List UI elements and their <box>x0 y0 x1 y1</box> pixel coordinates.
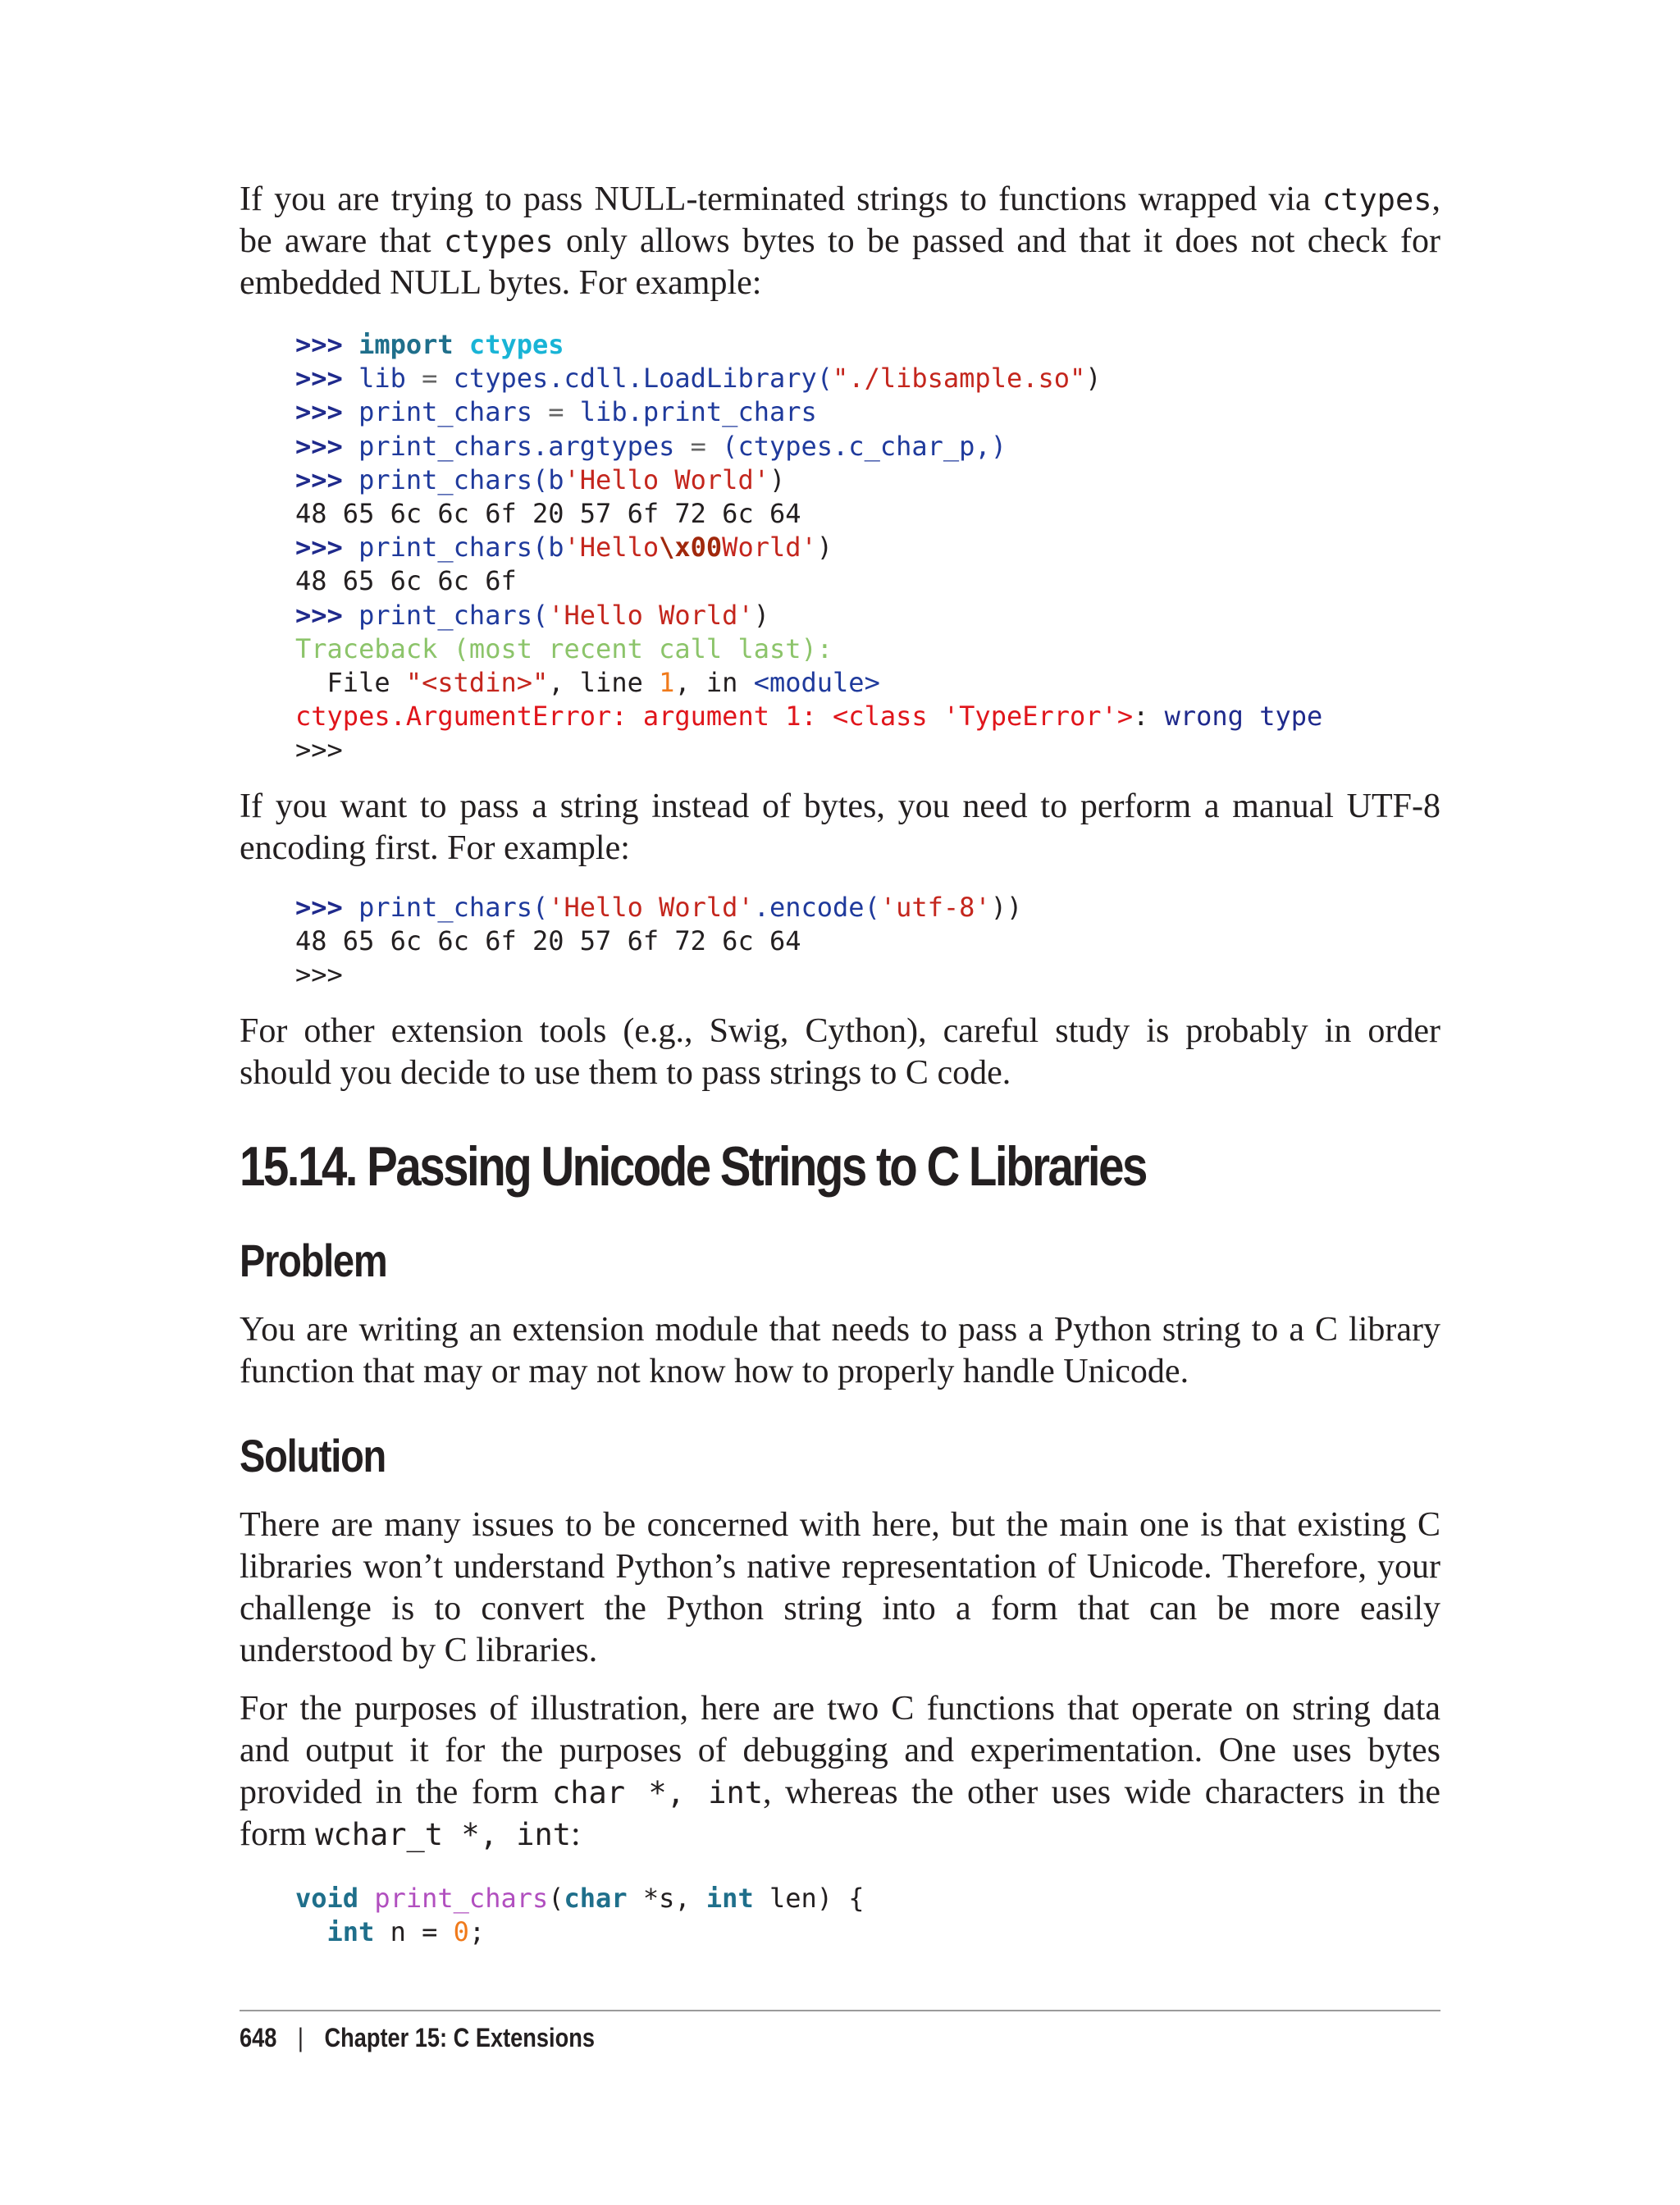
code-line: >>> import ctypes <box>295 329 564 360</box>
footer-divider <box>240 2010 1440 2011</box>
code-line: >>> print_chars('Hello World'.encode('utf-8')) <box>295 892 1023 923</box>
problem-paragraph: You are writing an extension module that needs to pass a Python string to a C library function that may or may not know how to properly handle Unicode. <box>240 1311 1440 1390</box>
inline-code-ctypes: ctypes <box>1322 182 1432 217</box>
code-line: int n = 0; <box>326 1916 486 1948</box>
code-line: >>> print_chars('Hello World') <box>295 599 769 631</box>
section-title: 15.14. Passing Unicode Strings to C Libraries <box>240 1135 1146 1198</box>
page-number: 648 <box>240 2023 277 2052</box>
code-line: >>> lib = ctypes.cdll.LoadLibrary("./libsample.so") <box>295 363 1102 395</box>
code-output-line: 48 65 6c 6c 6f <box>295 565 517 597</box>
extension-tools-paragraph: For other extension tools (e.g., Swig, Cython), careful study is probably in order should you decide to use them to pass strings to C code. <box>240 1012 1440 1092</box>
traceback-file-line: File "<stdin>", line 1, in <module> <box>295 666 880 698</box>
chapter-title: Chapter 15: C Extensions <box>324 2023 595 2052</box>
code-output-line: 48 65 6c 6c 6f 20 57 6f 72 6c 64 <box>295 497 801 529</box>
problem-heading: Problem <box>240 1235 387 1286</box>
code-line: >>> print_chars(b'Hello World') <box>295 463 786 495</box>
code-line: >>> print_chars.argtypes = (ctypes.c_char_p,) <box>295 430 1007 462</box>
error-line: ctypes.ArgumentError: argument 1: <class 'TypeError'>: wrong type <box>295 701 1323 733</box>
code-output-line: 48 65 6c 6c 6f 20 57 6f 72 6c 64 <box>295 925 801 957</box>
traceback-line: Traceback (most recent call last): <box>295 632 833 664</box>
page-footer <box>240 2021 595 2054</box>
solution-paragraph-2: For the purposes of illustration, here are two C functions that operate on string data and output it for the purposes of debugging and experimentation. One uses bytes provided in the form char *, int, whereas the other uses wide characters in the form wchar_t *, int: <box>240 1690 1440 1853</box>
inline-code-char-int: char *, int <box>551 1775 764 1810</box>
code-line: void print_chars(char *s, int len) { <box>295 1883 865 1914</box>
footer-separator: | <box>297 2023 304 2052</box>
intro-paragraph <box>240 179 1440 304</box>
code-block-c-function <box>240 1882 1496 1949</box>
intro-text-b: , be aware that <box>240 180 1440 260</box>
code-block-encode-example <box>240 891 1496 993</box>
encoding-paragraph: If you want to pass a string instead of bytes, you need to perform a manual UTF-8 encoding first. For example: <box>240 788 1440 867</box>
solution-paragraph-1: There are many issues to be concerned with here, but the main one is that existing C libraries won’t understand Python’s native representation of Unicode. Therefore, your challenge is to convert the Python string into a form that can be more easily understood by C libraries. <box>240 1506 1440 1669</box>
code-line: >>> print_chars = lib.print_chars <box>295 396 817 428</box>
code-block-ctypes-example <box>240 328 1496 767</box>
intro-text-a: If you are trying to pass NULL-terminated strings to functions wrapped via <box>240 180 1322 218</box>
code-prompt-line: >>> <box>295 959 343 991</box>
inline-code-ctypes: ctypes <box>443 224 554 259</box>
inline-code-wchar-int: wchar_t *, int <box>315 1817 572 1852</box>
solution-heading: Solution <box>240 1430 386 1481</box>
code-line: >>> print_chars(b'Hello\x00World') <box>295 532 833 564</box>
code-prompt-line: >>> <box>295 734 343 766</box>
intro-text-c: only allows bytes to be passed and that it does not check for embedded NULL bytes. For example: <box>240 222 1440 302</box>
